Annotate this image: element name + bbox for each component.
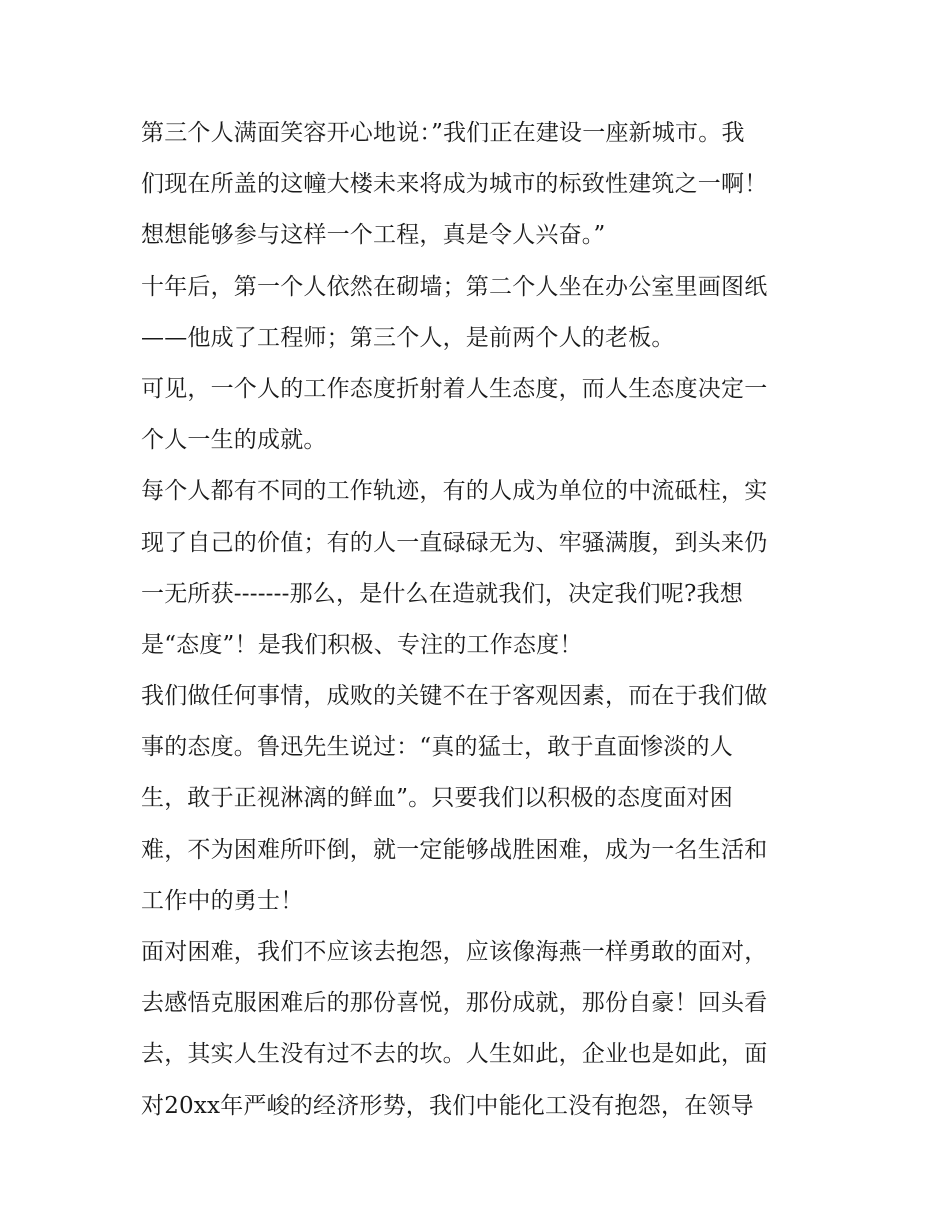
document-body	[141, 108, 821, 1132]
text-line: 难，不为困难所吓倒，就一定能够战胜困难，成为一名生活和	[141, 836, 768, 863]
text-line: 工作中的勇士！	[141, 887, 304, 914]
text-line: 每个人都有不同的工作轨迹，有的人成为单位的中流砥柱，实	[141, 478, 768, 505]
text-line: 第三个人满面笑容开心地说：”我们正在建设一座新城市。我	[141, 120, 745, 146]
text-line: 我们做任何事情，成败的关键不在于客观因素，而在于我们做	[141, 683, 768, 710]
text-line: 可见，一个人的工作态度折射着人生态度，而人生态度决定一	[141, 375, 768, 402]
text-line: 对20xx年严峻的经济形势，我们中能化工没有抱怨，在领导	[141, 1092, 754, 1119]
text-line: ——他成了工程师；第三个人，是前两个人的老板。	[141, 324, 675, 351]
text-line: 事的态度。鲁迅先生说过：“真的猛士，敢于直面惨淡的人	[141, 734, 733, 761]
text-line: 想想能够参与这样一个工程，真是令人兴奋。”	[141, 222, 606, 249]
text-line: 十年后，第一个人依然在砌墙；第二个人坐在办公室里画图纸	[141, 273, 768, 300]
text-line: 个人一生的成就。	[141, 427, 327, 454]
text-line: 一无所获-------那么，是什么在造就我们，决定我们呢?我想	[141, 580, 743, 607]
text-line: 去感悟克服困难后的那份喜悦，那份成就，那份自豪！回头看	[141, 990, 768, 1017]
text-line: 现了自己的价值；有的人一直碌碌无为、牢骚满腹，到头来仍	[141, 529, 768, 556]
text-line: 去，其实人生没有过不去的坎。人生如此，企业也是如此，面	[141, 1041, 768, 1068]
text-line: 生，敢于正视淋漓的鲜血”。只要我们以积极的态度面对困	[141, 785, 733, 812]
text-line: 是“态度”！是我们积极、专注的工作态度！	[141, 631, 583, 658]
text-line: 们现在所盖的这幢大楼未来将成为城市的标致性建筑之一啊！	[141, 171, 768, 198]
text-line: 面对困难，我们不应该去抱怨，应该像海燕一样勇敢的面对，	[141, 939, 768, 965]
